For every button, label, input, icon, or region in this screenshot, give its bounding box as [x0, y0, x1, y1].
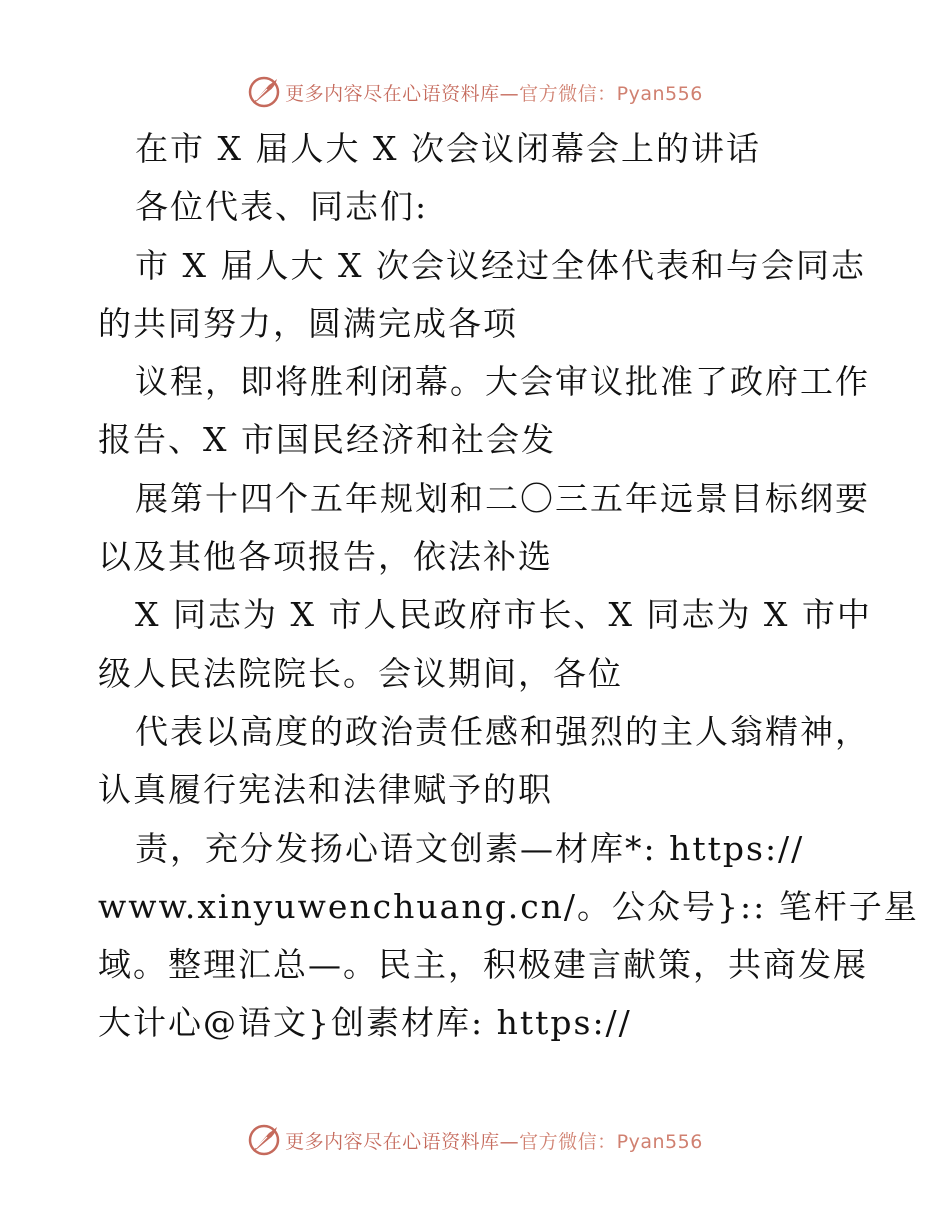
paragraph-line: 责，充分发扬心语文创素—材库*: https:// [135, 828, 805, 868]
watermark-dash: — [499, 82, 520, 105]
paragraph-line: 市 X 届人大 X 次会议经过全体代表和与会同志 [135, 245, 866, 285]
paragraph-line: 域。整理汇总—。民主，积极建言献策，共商发展 [98, 945, 868, 985]
watermark-text [285, 1127, 703, 1154]
footer-watermark [0, 1120, 950, 1160]
paragraph-line: 认真履行宪法和法律赋予的职 [98, 770, 553, 810]
watermark-brand: 更多内容尽在心语资料库 [285, 82, 500, 105]
document-title: 在市 X 届人大 X 次会议闭幕会上的讲话 [135, 129, 761, 168]
paragraph-line: 议程，即将胜利闭幕。大会审议批准了政府工作 [135, 362, 870, 402]
header-watermark [0, 72, 950, 112]
paragraph-line: www.xinyuwenchuang.cn/。公众号}:: 笔杆子星 [98, 886, 919, 926]
paragraph-line: 大计心@语文}创素材库: https:// [98, 1003, 632, 1043]
watermark-brand: 更多内容尽在心语资料库 [285, 1130, 500, 1153]
feather-pen-logo-icon [247, 1123, 281, 1157]
paragraph-line: 以及其他各项报告，依法补选 [98, 537, 553, 577]
paragraph-line: 的共同努力，圆满完成各项 [98, 303, 518, 343]
watermark-wechat: 官方微信：Pyan556 [519, 82, 703, 105]
paragraph-line: 报告、X 市国民经济和社会发 [98, 420, 556, 460]
paragraph-line: 展第十四个五年规划和二〇三五年远景目标纲要 [135, 478, 870, 518]
paragraph-line: X 同志为 X 市人民政府市长、X 同志为 X 市中 [135, 595, 872, 635]
watermark-text [285, 79, 703, 106]
paragraph-line: 级人民法院院长。会议期间，各位 [98, 653, 623, 693]
feather-pen-logo-icon [247, 75, 281, 109]
watermark-wechat: 官方微信：Pyan556 [519, 1130, 703, 1153]
document-body [98, 120, 919, 1053]
paragraph-line: 代表以高度的政治责任感和强烈的主人翁精神， [135, 711, 870, 751]
salutation: 各位代表、同志们: [135, 187, 429, 227]
watermark-dash: — [499, 1130, 520, 1153]
